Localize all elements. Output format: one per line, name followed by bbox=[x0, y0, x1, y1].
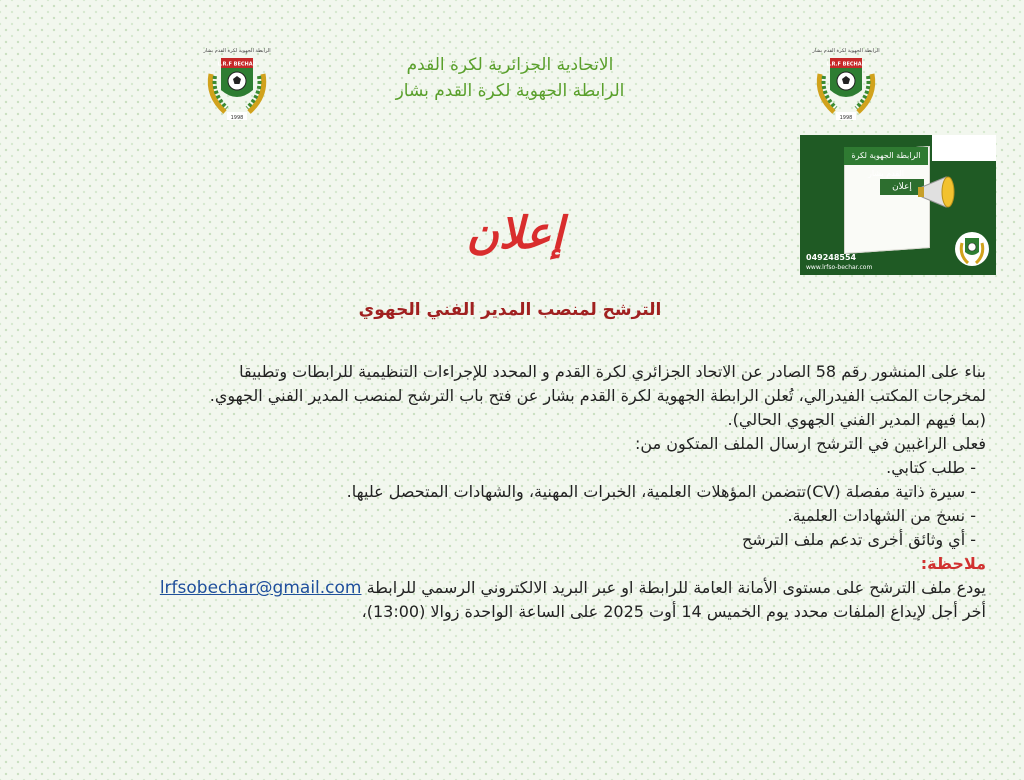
announcement-title: إعلان bbox=[466, 208, 564, 259]
list-item: - نسخ من الشهادات العلمية. bbox=[787, 506, 976, 525]
note-label: ملاحظة: bbox=[920, 554, 986, 573]
paragraph-2: لمخرجات المكتب الفيدرالي، تُعلن الرابطة الجهوية لكرة القدم بشار عن فتح باب الترشح لمنصب المدير الفني الجهوي. bbox=[209, 386, 986, 405]
promo-ilan-label: إعلان bbox=[880, 179, 924, 195]
svg-text:الرابطة الجهوية لكرة القدم بشا: الرابطة الجهوية لكرة القدم بشار bbox=[203, 48, 271, 54]
megaphone-icon bbox=[918, 175, 962, 209]
announcement-image bbox=[800, 135, 996, 275]
league-crest-icon bbox=[197, 44, 277, 124]
promo-banner: الرابطة الجهوية لكرة القدم بشار bbox=[844, 147, 928, 165]
announcement-subtitle: الترشح لمنصب المدير الفني الجهوي bbox=[358, 300, 662, 320]
list-item: - طلب كتابي. bbox=[886, 458, 976, 477]
list-item: - سيرة ذاتية مفصلة (CV)تتضمن المؤهلات العلمية، الخبرات المهنية، والشهادات المتحصل عليها. bbox=[346, 482, 976, 501]
svg-text:الرابطة الجهوية لكرة القدم بشا: الرابطة الجهوية لكرة القدم بشار bbox=[812, 48, 880, 54]
league-logo-left bbox=[197, 44, 277, 124]
federation-name: الاتحادية الجزائرية لكرة القدم bbox=[406, 55, 614, 75]
note-line-1 bbox=[26, 576, 986, 600]
paragraph-3: (بما فيهم المدير الفني الجهوي الحالي). bbox=[727, 410, 986, 429]
letterhead bbox=[340, 52, 680, 104]
svg-text:L.R.F BECHAR: L.R.F BECHAR bbox=[217, 61, 257, 68]
paragraph-4: فعلى الراغبين في الترشح ارسال الملف المتكون من: bbox=[635, 434, 986, 453]
paragraph-1: بناء على المنشور رقم 58 الصادر عن الاتحاد الجزائري لكرة القدم و المحدد للإجراءات التنظيمية للرابطات وتطبيقا bbox=[239, 362, 986, 381]
promo-crest-icon bbox=[954, 231, 990, 267]
email-link[interactable]: lrfsobechar@gmail.com bbox=[159, 578, 362, 598]
svg-text:L.R.F BECHAR: L.R.F BECHAR bbox=[826, 61, 866, 68]
promo-phone: 049248554 www.lrfso-bechar.com bbox=[806, 253, 873, 271]
league-crest-icon bbox=[806, 44, 886, 124]
promo-top-white bbox=[932, 135, 996, 161]
announcement-body bbox=[26, 360, 986, 624]
note-line-1-text: يودع ملف الترشح على مستوى الأمانة العامة للرابطة او عبر البريد الالكتروني الرسمي للرابطة bbox=[366, 578, 986, 597]
svg-text:1998: 1998 bbox=[839, 115, 853, 121]
svg-text:1998: 1998 bbox=[230, 115, 244, 121]
note-line-2: أخر أجل لإيداع الملفات محدد يوم الخميس 14 أوت 2025 على الساعة الواحدة زوالا (13:00)، bbox=[361, 602, 986, 621]
league-name: الرابطة الجهوية لكرة القدم بشار bbox=[395, 81, 625, 101]
list-item: - أي وثائق أخرى تدعم ملف الترشح bbox=[742, 530, 976, 549]
league-logo-right bbox=[806, 44, 886, 124]
